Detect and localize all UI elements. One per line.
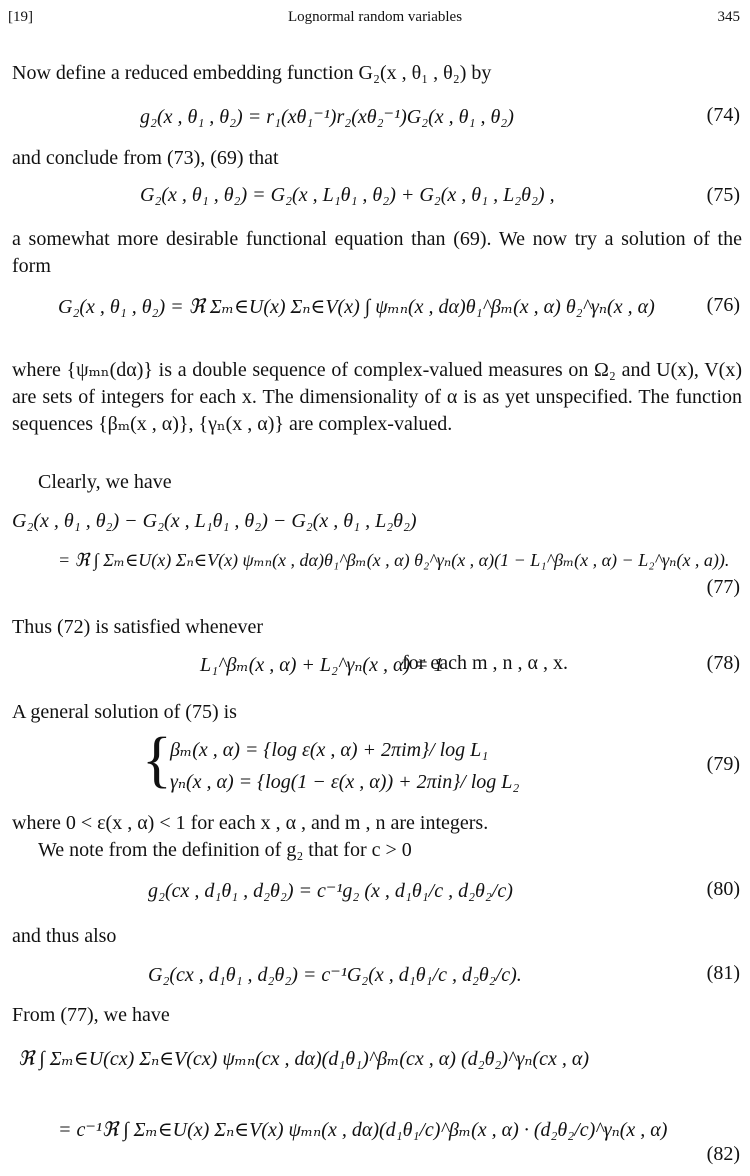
equation-80-number: (80) [706, 878, 740, 900]
equation-77b-body: = ℜ ∫ Σₘ∈U(x) Σₙ∈V(x) ψₘₙ(x , dα)θ₁^βₘ(x , α) θ₂^γₙ(x , α)(1 − L₁^βₘ(x , α) − L₂^γₙ(x , a)). [58, 550, 730, 570]
equation-76-number: (76) [706, 294, 740, 316]
para-where-epsilon: where 0 < ε(x , α) < 1 for each x , α , and m , n are integers. [12, 812, 489, 834]
equation-78-condition: for each m , n , α , x. [402, 652, 568, 674]
equation-82b-body: = c⁻¹ℜ ∫ Σₘ∈U(x) Σₙ∈V(x) ψₘₙ(x , dα)(d₁θ₁/c)^βₘ(x , α) · (d₂θ₂/c)^γₙ(x , α) [58, 1119, 668, 1141]
equation-82-number: (82) [706, 1143, 740, 1165]
para-general-solution: A general solution of (75) is [12, 701, 237, 723]
equation-81-number: (81) [706, 962, 740, 984]
para-conclude: and conclude from (73), (69) that [12, 147, 279, 169]
para-where-measures: where {ψₘₙ(dα)} is a double sequence of complex-valued measures on Ω₂ and U(x), V(x) are sets of integers for each x. The dimensionality of α is as yet unspecified. The function sequences {βₘ(x , α)}, {γₙ(x , α)} are complex-valued. [12, 359, 742, 435]
para-we-note: We note from the definition of g₂ that for c > 0 [38, 839, 412, 861]
para-thus-satisfied: Thus (72) is satisfied whenever [12, 616, 264, 638]
equation-75-number: (75) [706, 184, 740, 206]
equation-75-body: G₂(x , θ₁ , θ₂) = G₂(x , L₁θ₁ , θ₂) + G₂(x , θ₁ , L₂θ₂) , [140, 184, 555, 206]
equation-78-body: L₁^βₘ(x , α) + L₂^γₙ(x , α) = 1 [200, 654, 444, 676]
para-from-77: From (77), we have [12, 1004, 170, 1026]
equation-79-number: (79) [706, 753, 740, 775]
equation-76-body: G₂(x , θ₁ , θ₂) = ℜ Σₘ∈U(x) Σₙ∈V(x) ∫ ψₘₙ(x , dα)θ₁^βₘ(x , α) θ₂^γₙ(x , α) [58, 296, 655, 318]
equation-78-number: (78) [706, 652, 740, 674]
chapter-ref: [19] [8, 9, 33, 25]
equation-81-body: G₂(cx , d₁θ₁ , d₂θ₂) = c⁻¹G₂(x , d₁θ₁/c , d₂θ₂/c). [148, 964, 522, 986]
equation-74-body: g₂(x , θ₁ , θ₂) = r₁(xθ₁⁻¹)r₂(xθ₂⁻¹)G₂(x , θ₁ , θ₂) [140, 106, 514, 128]
equation-74-number: (74) [706, 104, 740, 126]
equation-77-number: (77) [706, 576, 740, 598]
para-solution-form: a somewhat more desirable functional equation than (69). We now try a solution of the form [12, 228, 742, 277]
equation-79 [0, 726, 750, 803]
equation-77a-body: G₂(x , θ₁ , θ₂) − G₂(x , L₁θ₁ , θ₂) − G₂(x , θ₁ , L₂θ₂) [12, 510, 417, 532]
para-thus-also: and thus also [12, 925, 117, 947]
equation-82a-body: ℜ ∫ Σₘ∈U(cx) Σₙ∈V(cx) ψₘₙ(cx , dα)(d₁θ₁)^βₘ(cx , α) (d₂θ₂)^γₙ(cx , α) [18, 1048, 590, 1070]
equation-79b-body: γₙ(x , α) = {log(1 − ε(x , α)) + 2πin}/ log L₂ [170, 771, 520, 793]
running-title: Lognormal random variables [287, 9, 463, 25]
equation-79a-body: βₘ(x , α) = {log ε(x , α) + 2πim}/ log L₁ [170, 739, 489, 761]
para-clearly: Clearly, we have [38, 471, 172, 493]
para-define-reduced: Now define a reduced embedding function G₂(x , θ₁ , θ₂) by [12, 62, 492, 84]
equation-80-body: g₂(cx , d₁θ₁ , d₂θ₂) = c⁻¹g₂ (x , d₁θ₁/c , d₂θ₂/c) [148, 880, 513, 902]
page-number: 345 [717, 9, 740, 25]
running-header [0, 9, 750, 31]
brace-symbol: { [142, 726, 172, 794]
